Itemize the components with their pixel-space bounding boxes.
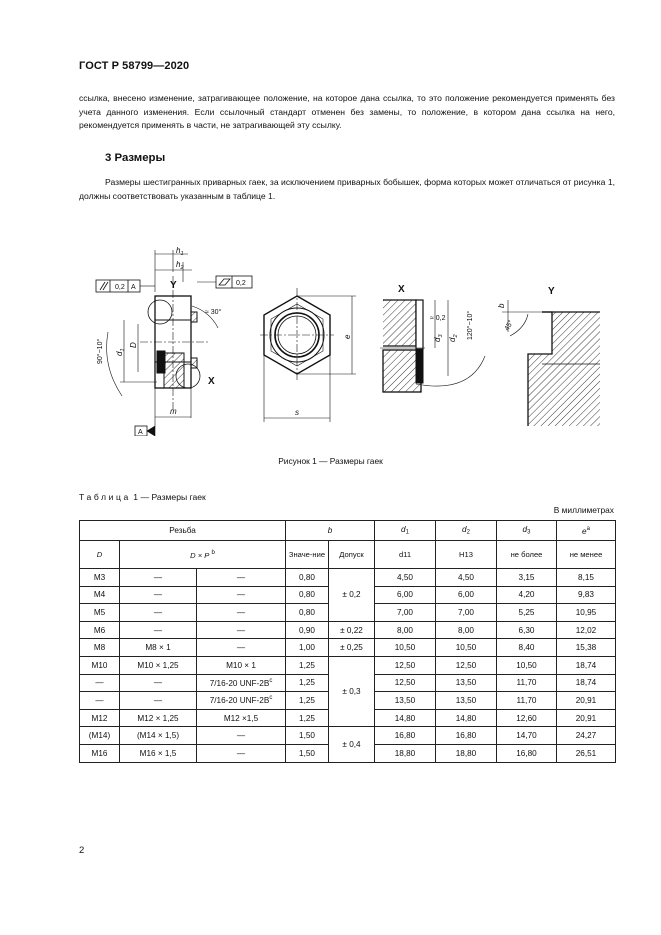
cell-d3: 4,20: [497, 586, 557, 604]
cell-pitch1: M10 × 1,25: [120, 656, 197, 674]
cell-d1: 4,50: [375, 569, 436, 587]
cell-e: 26,51: [557, 744, 616, 762]
cell-d2: 8,00: [436, 621, 497, 639]
section-paragraph: Размеры шестигранных приварных гаек, за исключением приварных бобышек, форма которых может отличаться от рисунка 1, должны соответствовать указанным в таблице 1.: [79, 177, 615, 201]
label-datum-a: A: [138, 429, 143, 436]
header-e-note: не менее: [557, 541, 616, 569]
page-number: 2: [79, 845, 85, 856]
table-caption-word: Таблица: [79, 492, 131, 502]
cell-pitch2: 7/16-20 UNF-$2B^c$: [197, 674, 286, 692]
cell-d1: 7,00: [375, 604, 436, 622]
cell-e: 20,91: [557, 692, 616, 710]
cell-D: M5: [80, 604, 120, 622]
cell-d2: 7,00: [436, 604, 497, 622]
label-detail-y: Y: [548, 286, 555, 297]
label-detail-x-gap: ≈ 0,2: [430, 315, 446, 322]
cell-d1: 16,80: [375, 727, 436, 745]
table-caption: [79, 492, 206, 502]
header-DxP: D × P $^b$: [120, 541, 286, 569]
label-s: s: [295, 408, 299, 417]
intro-paragraph: [79, 92, 615, 133]
cell-e: 12,02: [557, 621, 616, 639]
header-d3-note: не более: [497, 541, 557, 569]
label-detail-y-b: b: [497, 303, 506, 308]
label-view-x: X: [208, 376, 215, 387]
figure-caption: Рисунок 1 — Размеры гаек: [278, 456, 383, 466]
label-detail-x-angle: 120°−10°: [467, 310, 474, 340]
cell-tolerance: ± 0,22: [329, 621, 375, 639]
cell-d3: 5,25: [497, 604, 557, 622]
cell-e: 10,95: [557, 604, 616, 622]
label-angle-30: ≈ 30°: [205, 309, 222, 316]
cell-pitch2: —: [197, 586, 286, 604]
cell-d3: 6,30: [497, 621, 557, 639]
label-angle-90: 90°−10°: [97, 338, 104, 364]
cell-d2: 16,80: [436, 727, 497, 745]
cell-tolerance: ± 0,4: [329, 727, 375, 762]
cell-d3: 11,70: [497, 692, 557, 710]
cell-d2: 14,80: [436, 709, 497, 727]
table-row: [80, 621, 616, 639]
table-caption-rest: 1 — Размеры гаек: [130, 492, 206, 502]
cell-D: —: [80, 674, 120, 692]
cell-pitch2: M10 × 1: [197, 656, 286, 674]
cell-e: 8,15: [557, 569, 616, 587]
cell-e: 9,83: [557, 586, 616, 604]
cell-pitch2: M12 ×1,5: [197, 709, 286, 727]
cell-d2: 4,50: [436, 569, 497, 587]
cell-b: 1,25: [286, 674, 329, 692]
cell-d3: 14,70: [497, 727, 557, 745]
cell-tolerance: ± 0,2: [329, 569, 375, 622]
cell-b: 0,80: [286, 569, 329, 587]
cell-pitch1: —: [120, 621, 197, 639]
section-title: 3 Размеры: [105, 152, 166, 164]
label-e: e: [343, 334, 352, 339]
cell-d3: 12,60: [497, 709, 557, 727]
header-d2-class: H13: [436, 541, 497, 569]
cell-d1: 13,50: [375, 692, 436, 710]
cell-pitch2: 7/16-20 UNF-$2B^c$: [197, 692, 286, 710]
header-d3: $d_3$: [497, 521, 557, 541]
cell-pitch2: —: [197, 604, 286, 622]
cell-D: M12: [80, 709, 120, 727]
cell-D: —: [80, 692, 120, 710]
cell-b: 0,80: [286, 604, 329, 622]
cell-d3: 16,80: [497, 744, 557, 762]
cell-pitch1: —: [120, 604, 197, 622]
detail-y: [502, 300, 600, 426]
label-tol-parallel-datum: A: [131, 284, 136, 291]
cell-pitch2: —: [197, 621, 286, 639]
cell-pitch2: —: [197, 727, 286, 745]
detail-y-labels: [497, 286, 555, 332]
label-tol-parallel-value: 0,2: [115, 284, 125, 291]
table-row: [80, 639, 616, 657]
cell-d3: 11,70: [497, 674, 557, 692]
cell-d1: 6,00: [375, 586, 436, 604]
cell-e: 24,27: [557, 727, 616, 745]
header-d1-class: d11: [375, 541, 436, 569]
cell-d2: 10,50: [436, 639, 497, 657]
cell-pitch1: —: [120, 569, 197, 587]
header-e: $e^a$: [557, 521, 616, 541]
label-d1: $d_1$: [115, 348, 126, 356]
cell-D: M16: [80, 744, 120, 762]
cell-d1: 14,80: [375, 709, 436, 727]
cell-pitch1: —: [120, 586, 197, 604]
cell-d3: 8,40: [497, 639, 557, 657]
cell-d2: 13,50: [436, 674, 497, 692]
cell-pitch1: —: [120, 692, 197, 710]
cell-pitch2: —: [197, 569, 286, 587]
label-detail-x-d3: $d_3$: [433, 334, 444, 342]
cell-d3: 10,50: [497, 656, 557, 674]
header-thread: Резьба: [80, 521, 286, 541]
cell-pitch1: M8 × 1: [120, 639, 197, 657]
cell-d1: 12,50: [375, 656, 436, 674]
cell-d2: 18,80: [436, 744, 497, 762]
cell-d1: 8,00: [375, 621, 436, 639]
label-h2: $h_2$: [176, 260, 184, 271]
cell-d1: 18,80: [375, 744, 436, 762]
cell-b: 1,25: [286, 692, 329, 710]
cell-e: 18,74: [557, 656, 616, 674]
cell-b: 1,50: [286, 744, 329, 762]
table-units: В миллиметрах: [553, 505, 614, 515]
cell-b: 0,90: [286, 621, 329, 639]
table-row: [80, 727, 616, 745]
cell-b: 1,25: [286, 709, 329, 727]
header-d2: $d_2$: [436, 521, 497, 541]
document-header: ГОСТ Р 58799—2020: [79, 60, 190, 72]
cell-pitch1: —: [120, 674, 197, 692]
label-h1: $h_1$: [176, 246, 184, 257]
figure-drawing: [80, 236, 600, 436]
label-detail-x: X: [398, 284, 405, 295]
cell-D: M6: [80, 621, 120, 639]
header-b-tolerance: Допуск: [329, 541, 375, 569]
cell-pitch1: M12 × 1,25: [120, 709, 197, 727]
cell-d3: 3,15: [497, 569, 557, 587]
label-detail-y-angle: 45°: [503, 319, 516, 332]
cell-pitch1: (M14 × 1,5): [120, 727, 197, 745]
label-D: D: [129, 342, 138, 348]
figure-nut-dimensions: [80, 236, 600, 436]
cell-b: 0,80: [286, 586, 329, 604]
header-b: b: [286, 521, 375, 541]
table-row: [80, 656, 616, 674]
label-view-y: Y: [170, 280, 177, 291]
cell-d2: 12,50: [436, 656, 497, 674]
cell-D: M3: [80, 569, 120, 587]
cell-b: 1,25: [286, 656, 329, 674]
header-D: D: [80, 541, 120, 569]
cell-d1: 12,50: [375, 674, 436, 692]
cell-e: 15,38: [557, 639, 616, 657]
cell-d2: 6,00: [436, 586, 497, 604]
label-tol-flat-value: 0,2: [236, 280, 246, 287]
hex-view-labels: [295, 334, 352, 417]
label-detail-x-d2: $d_2$: [448, 334, 459, 342]
cell-D: M4: [80, 586, 120, 604]
cell-d1: 10,50: [375, 639, 436, 657]
cell-D: M8: [80, 639, 120, 657]
header-d1: $d_1$: [375, 521, 436, 541]
label-m: m: [170, 407, 177, 416]
hex-view: [260, 288, 356, 422]
dimensions-table: [79, 520, 616, 763]
cell-D: M10: [80, 656, 120, 674]
cell-e: 20,91: [557, 709, 616, 727]
cell-e: 18,74: [557, 674, 616, 692]
cell-b: 1,00: [286, 639, 329, 657]
cell-pitch2: —: [197, 744, 286, 762]
cell-D: (M14): [80, 727, 120, 745]
cell-tolerance: ± 0,3: [329, 656, 375, 726]
cell-pitch1: M16 × 1,5: [120, 744, 197, 762]
cell-pitch2: —: [197, 639, 286, 657]
cell-b: 1,50: [286, 727, 329, 745]
header-b-value: Значе-ние: [286, 541, 329, 569]
intro-paragraph-text: ссылка, внесено изменение, затрагивающее положение, на которое дана ссылка, то это положение рекомендуется применять без учета данного изменения. Если ссылочный стандарт отменен без замены, то положение, в котором дана ссылка на него, рекомендуется применять в части, не затрагивающей эту ссылку.: [79, 93, 615, 131]
table-row: [80, 569, 616, 587]
cell-d2: 13,50: [436, 692, 497, 710]
cell-tolerance: ± 0,25: [329, 639, 375, 657]
